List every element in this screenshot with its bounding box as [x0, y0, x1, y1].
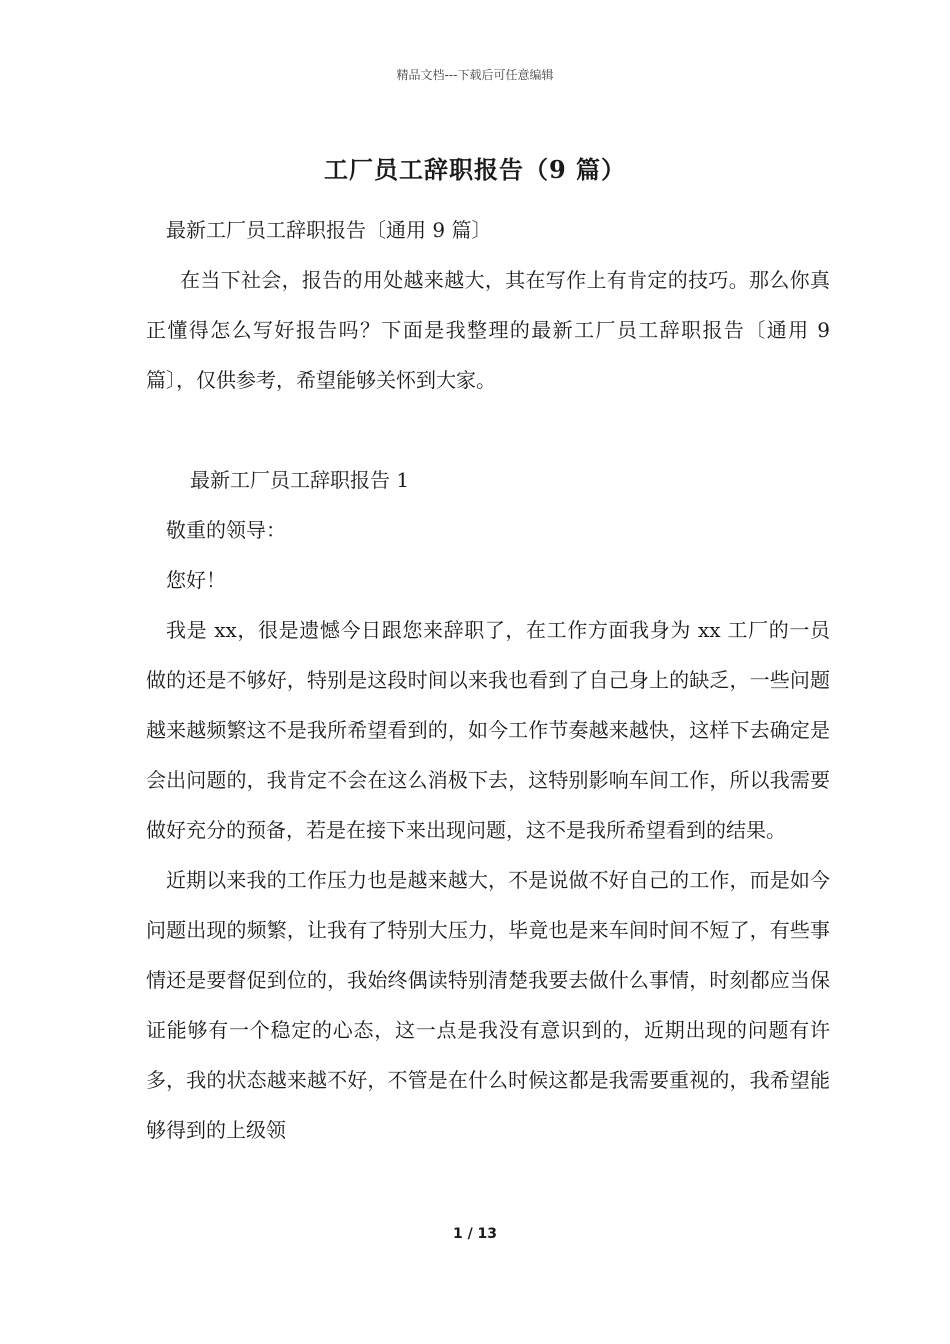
section-title: 最新工厂员工辞职报告 1 [190, 468, 410, 492]
greeting: 您好！ [166, 568, 226, 592]
page-number: 1 / 13 [452, 1226, 498, 1242]
blank-line [146, 405, 830, 455]
document-title: 工厂员工辞职报告（9 篇） [323, 155, 627, 184]
subtitle: 最新工厂员工辞职报告〔通用 9 篇〕 [166, 218, 492, 242]
salutation: 敬重的领导： [166, 518, 286, 542]
intro-paragraph: 在当下社会，报告的用处越来越大，其在写作上有肯定的技巧。那么你真正懂得怎么写好报告吗？下面是我整理的最新工厂员工辞职报告〔通用 9 篇〕，仅供参考，希望能够关怀到大家。 [146, 268, 830, 392]
body-paragraph: 我是 xx，很是遗憾今日跟您来辞职了，在工作方面我身为 xx 工厂的一员做的还是不够好，特别是这段时间以来我也看到了自己身上的缺乏，一些问题越来越频繁这不是我所希望看到的，如今工作节奏越来越快，这样下去确定是会出问题的，我肯定不会在这么消极下去，这特别影响车间工作，所以我需要做好充分的预备，若是在接下来出现问题，这不是我所希望看到的结果。 [146, 618, 830, 842]
body-paragraph: 近期以来我的工作压力也是越来越大，不是说做不好自己的工作，而是如今问题出现的频繁，让我有了特别大压力，毕竟也是来车间时间不短了，有些事情还是要督促到位的，我始终偶读特别清楚我要去做什么事情，时刻都应当保证能够有一个稳定的心态，这一点是我没有意识到的，近期出现的问题有许多，我的状态越来越不好，不管是在什么时候这都是我需要重视的，我希望能够得到的上级领 [146, 868, 830, 1142]
page-header: 精品文档---下载后可任意编辑 [396, 68, 554, 82]
document-body [146, 205, 830, 1155]
